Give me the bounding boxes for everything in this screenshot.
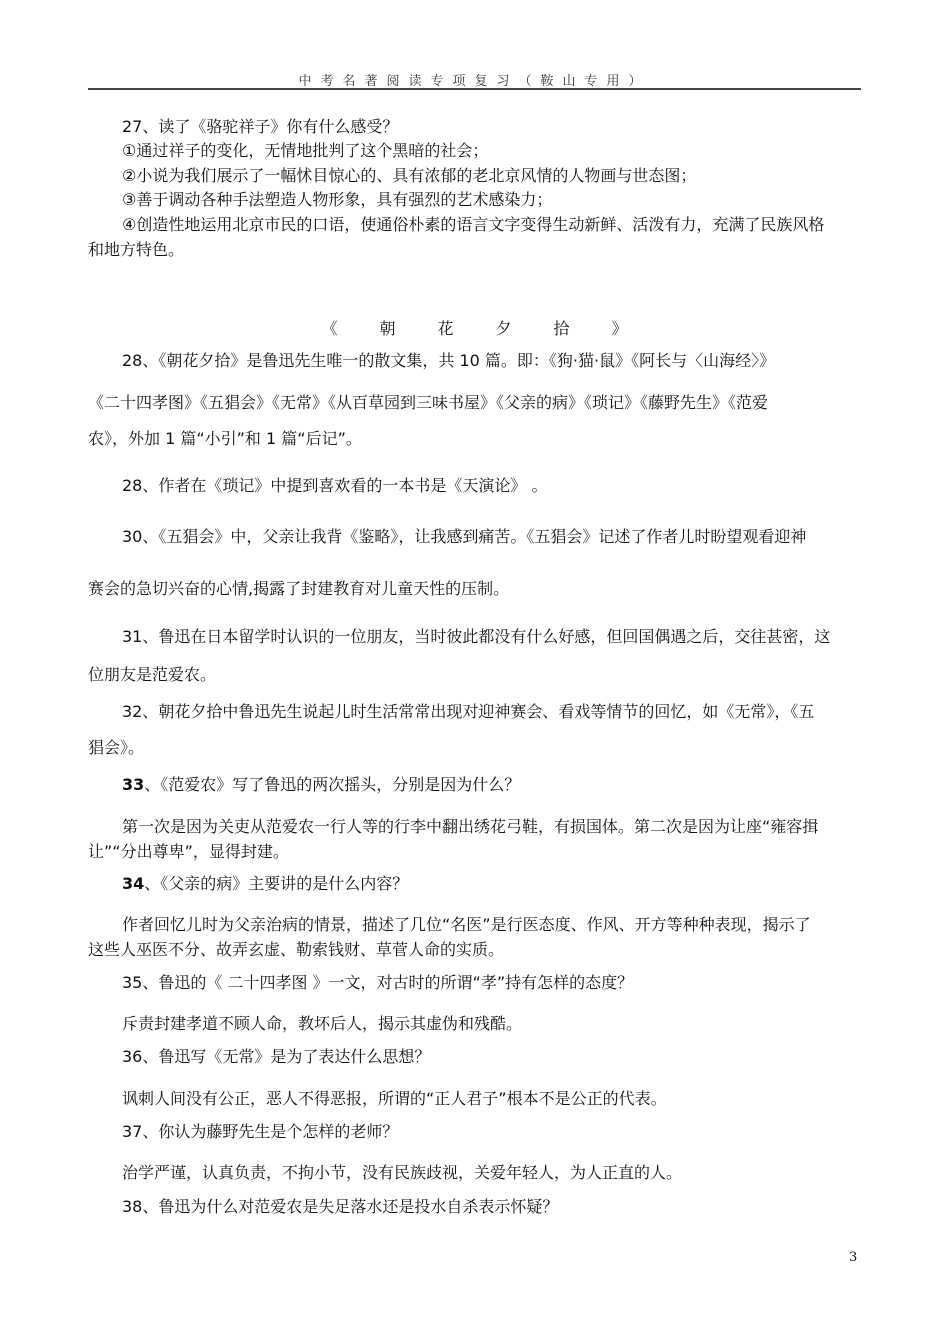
q27-point-1: ①通过祥子的变化，无情地批判了这个黑暗的社会；	[122, 141, 489, 160]
q27-point-4-continued: 和地方特色。	[88, 240, 185, 259]
q30-line-1: 30、《五猖会》中，父亲让我背《鉴略》，让我感到痛苦。《五猖会》记述了作者儿时盼望观看迎神	[122, 527, 807, 546]
q27-point-3: ③善于调动各种手法塑造人物形象，具有强烈的艺术感染力；	[122, 190, 553, 209]
q35-answer: 斥责封建孝道不顾人命，教坏后人，揭示其虚伪和残酷。	[122, 1014, 523, 1033]
q38-question: 38、鲁迅为什么对范爱农是失足落水还是投水自杀表示怀疑？	[122, 1197, 559, 1216]
q28a-line-1: 28、《朝花夕拾》是鲁迅先生唯一的散文集，共 10 篇。即：《狗·猫·鼠》《阿长与〈山海经〉》	[122, 351, 776, 370]
section-title-char: 夕	[495, 319, 512, 338]
q33-number: 33	[122, 775, 145, 794]
q32-line-1: 32、朝花夕拾中鲁迅先生说起儿时生活常常出现对迎神赛会、看戏等情节的回忆，如《无常》，《五	[122, 702, 815, 721]
q35-question: 35、鲁迅的《 二十四孝图 》一文，对古时的所谓“孝”持有怎样的态度？	[122, 973, 634, 992]
q27-point-4: ④创造性地运用北京市民的口语，使通俗朴素的语言文字变得生动新鲜、活泼有力，充满了民族风格	[122, 215, 825, 234]
q27-question: 27、读了《骆驼祥子》你有什么感受？	[122, 117, 399, 136]
q34-question-text: 、《父亲的病》主要讲的是什么内容？	[144, 874, 409, 893]
q28a-line-3: 农》，外加 1 篇“小引”和 1 篇“后记”。	[88, 429, 362, 448]
q30-line-2: 赛会的急切兴奋的心情,揭露了封建教育对儿童天性的压制。	[88, 579, 510, 598]
q27-point-2: ②小说为我们展示了一幅怵目惊心的、具有浓郁的老北京风情的人物画与世态图；	[122, 166, 697, 185]
section-title	[88, 319, 861, 339]
q33-question	[122, 775, 897, 795]
q34-number: 34	[122, 874, 145, 893]
q33-question-text: 、《范爱农》写了鲁迅的两次摇头，分别是因为什么？	[144, 775, 521, 794]
q28a-line-2: 《二十四孝图》《五猖会》《无常》《从百草园到三味书屋》《父亲的病》《琐记》《藤野先生》《范爱	[88, 393, 769, 412]
q33-answer-line-2: 让”“分出尊卑”，显得封建。	[88, 842, 289, 861]
q37-answer: 治学严谨，认真负责，不拘小节，没有民族歧视，关爱年轻人，为人正直的人。	[122, 1163, 683, 1182]
q34-answer-line-1: 作者回忆儿时为父亲治病的情景，描述了几位“名医”是行医态度、作风、开方等种种表现，揭示了	[122, 915, 811, 934]
q32-line-2: 猖会》。	[88, 738, 145, 757]
section-title-char: 朝	[379, 319, 396, 338]
q33-answer-line-1: 第一次是因为关吏从范爱农一行人等的行李中翻出绣花弓鞋，有损国体。第二次是因为让座“雍容揖	[122, 817, 819, 836]
section-title-char: 拾	[553, 319, 570, 338]
section-title-char: 花	[437, 319, 454, 338]
q31-line-1: 31、鲁迅在日本留学时认识的一位朋友，当时彼此都没有什么好感，但回国偶遇之后，交往甚密，这	[122, 627, 831, 646]
section-title-char: 》	[611, 319, 628, 338]
header-divider	[88, 88, 861, 90]
q36-answer: 讽刺人间没有公正，恶人不得恶报，所谓的“正人君子”根本不是公正的代表。	[122, 1089, 667, 1108]
q31-line-2: 位朋友是范爱农。	[88, 665, 217, 684]
q36-question: 36、鲁迅写《无常》是为了表达什么思想？	[122, 1047, 431, 1066]
q28b-line-1: 28、作者在《琐记》中提到喜欢看的一本书是《天演论》 。	[122, 476, 548, 495]
page-number: 3	[849, 1250, 858, 1265]
q34-answer-line-2: 这些人巫医不分、故弄玄虚、勒索钱财、草菅人命的实质。	[88, 940, 505, 959]
page-header: 中考名著阅读专项复习（鞍山专用）	[298, 74, 651, 89]
q34-question	[122, 874, 897, 894]
q37-question: 37、你认为藤野先生是个怎样的老师？	[122, 1122, 399, 1141]
section-title-char: 《	[321, 319, 338, 338]
